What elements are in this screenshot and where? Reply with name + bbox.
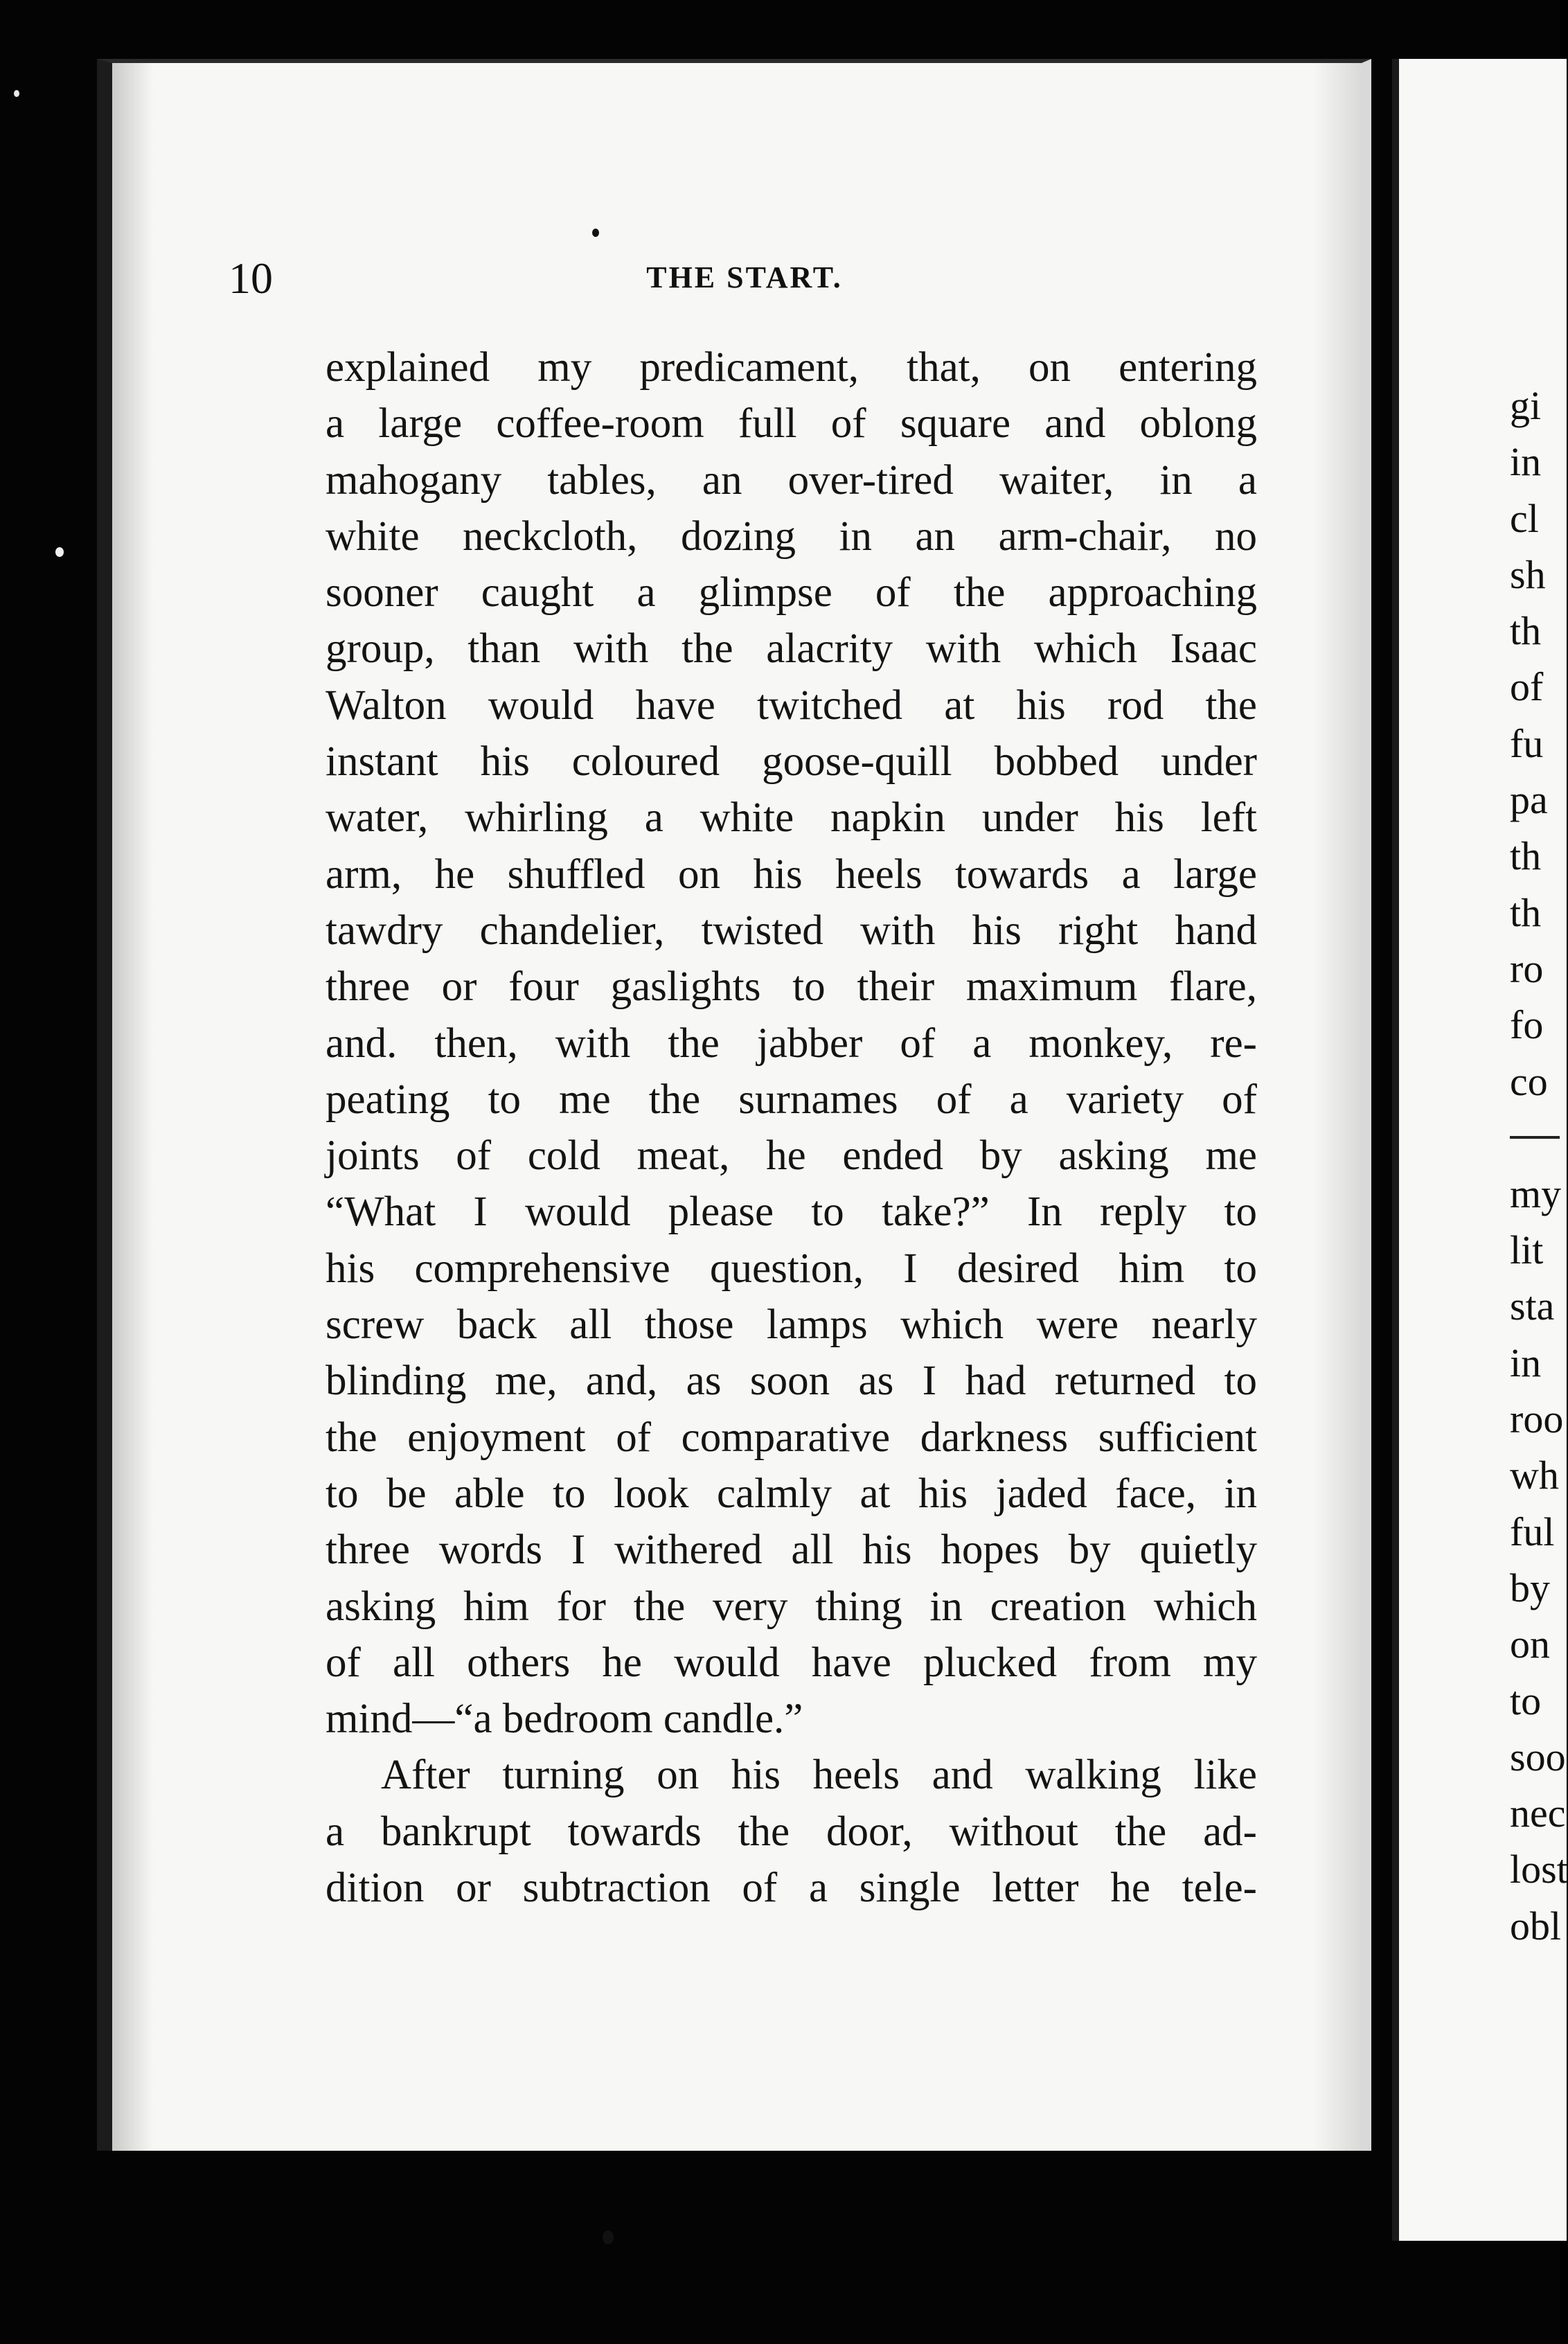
fragment: my — [1510, 1171, 1562, 1216]
text-line: peating to me the surnames of a variety of — [326, 1076, 1257, 1123]
text-line: three words I withered all his hopes by quietly — [326, 1527, 1257, 1574]
facing-page-fragments — [1510, 378, 1568, 1954]
fragment: obl — [1510, 1903, 1562, 1948]
fragment: th — [1510, 608, 1542, 654]
text-line: group, than with the alacrity with which Isaac — [326, 625, 1257, 673]
fragment: on — [1510, 1622, 1550, 1667]
fragment: cl — [1510, 495, 1539, 541]
fragment: ful — [1510, 1509, 1555, 1554]
text-line: blinding me, and, as soon as I had returned to — [326, 1358, 1257, 1405]
fragment: nec — [1510, 1791, 1566, 1836]
fragment: fu — [1510, 720, 1544, 766]
text-line: to be able to look calmly at his jaded face, in — [326, 1470, 1257, 1517]
fragment: fo — [1510, 1002, 1544, 1048]
text-line: a large coffee-room full of square and oblong — [326, 400, 1257, 447]
section-rule — [1510, 1136, 1560, 1139]
text-line: mind—“a bedroom candle.” — [326, 1696, 803, 1743]
text-line: dition or subtraction of a single letter he tele- — [326, 1865, 1257, 1912]
text-line: sooner caught a glimpse of the approaching — [326, 569, 1257, 616]
fragment: gi — [1510, 383, 1542, 428]
fragment: th — [1510, 889, 1542, 935]
text-line: three or four gaslights to their maximum flare, — [326, 964, 1257, 1011]
text-line: “What I would please to take?” In reply to — [326, 1189, 1257, 1236]
text-line: and. then, with the jabber of a monkey, re- — [326, 1020, 1257, 1067]
binding-shadow — [112, 63, 154, 2151]
running-head — [229, 253, 1260, 308]
ink-speck — [55, 547, 64, 557]
fragment: sh — [1510, 551, 1546, 597]
body-text — [326, 339, 1257, 1916]
fragment: by — [1510, 1565, 1550, 1610]
ink-speck — [603, 2230, 614, 2244]
fragment: co — [1510, 1058, 1548, 1104]
fragment: lost — [1510, 1847, 1568, 1892]
text-line: mahogany tables, an over-tired waiter, in a — [326, 456, 1257, 504]
text-line: instant his coloured goose-quill bobbed under — [326, 738, 1257, 785]
fragment: to — [1510, 1678, 1542, 1723]
fragment: soo — [1510, 1734, 1566, 1779]
ink-speck — [14, 90, 19, 97]
text-line: joints of cold meat, he ended by asking me — [326, 1133, 1257, 1180]
text-line: After turning on his heels and walking like — [381, 1752, 1257, 1799]
text-line: screw back all those lamps which were nearly — [326, 1302, 1257, 1349]
page-number: 10 — [229, 254, 273, 303]
gutter-shadow — [1313, 63, 1362, 2151]
ink-speck — [592, 229, 599, 237]
text-line: the enjoyment of comparative darkness sufficient — [326, 1414, 1257, 1461]
fragment: th — [1510, 833, 1542, 879]
fragment: sta — [1510, 1284, 1555, 1329]
text-line: Walton would have twitched at his rod the — [326, 682, 1257, 729]
text-line: arm, he shuffled on his heels towards a large — [326, 851, 1257, 898]
fragment: ro — [1510, 945, 1544, 991]
text-line: of all others he would have plucked from my — [326, 1639, 1257, 1686]
text-line: his comprehensive question, I desired him to — [326, 1245, 1257, 1292]
fragment: roo — [1510, 1396, 1564, 1442]
fragment: lit — [1510, 1227, 1544, 1273]
text-line: explained my predicament, that, on entering — [326, 344, 1257, 391]
running-title: THE START. — [646, 260, 843, 294]
fragment: in — [1510, 439, 1542, 485]
text-line: asking him for the very thing in creation which — [326, 1583, 1257, 1630]
text-line: tawdry chandelier, twisted with his right hand — [326, 907, 1257, 954]
text-line: a bankrupt towards the door, without the ad- — [326, 1808, 1257, 1855]
fragment: pa — [1510, 777, 1548, 823]
fragment: in — [1510, 1340, 1542, 1385]
fragment: of — [1510, 664, 1544, 710]
fragment: wh — [1510, 1453, 1559, 1498]
text-line: water, whirling a white napkin under his left — [326, 794, 1257, 842]
text-line: white neckcloth, dozing in an arm-chair, no — [326, 513, 1257, 560]
